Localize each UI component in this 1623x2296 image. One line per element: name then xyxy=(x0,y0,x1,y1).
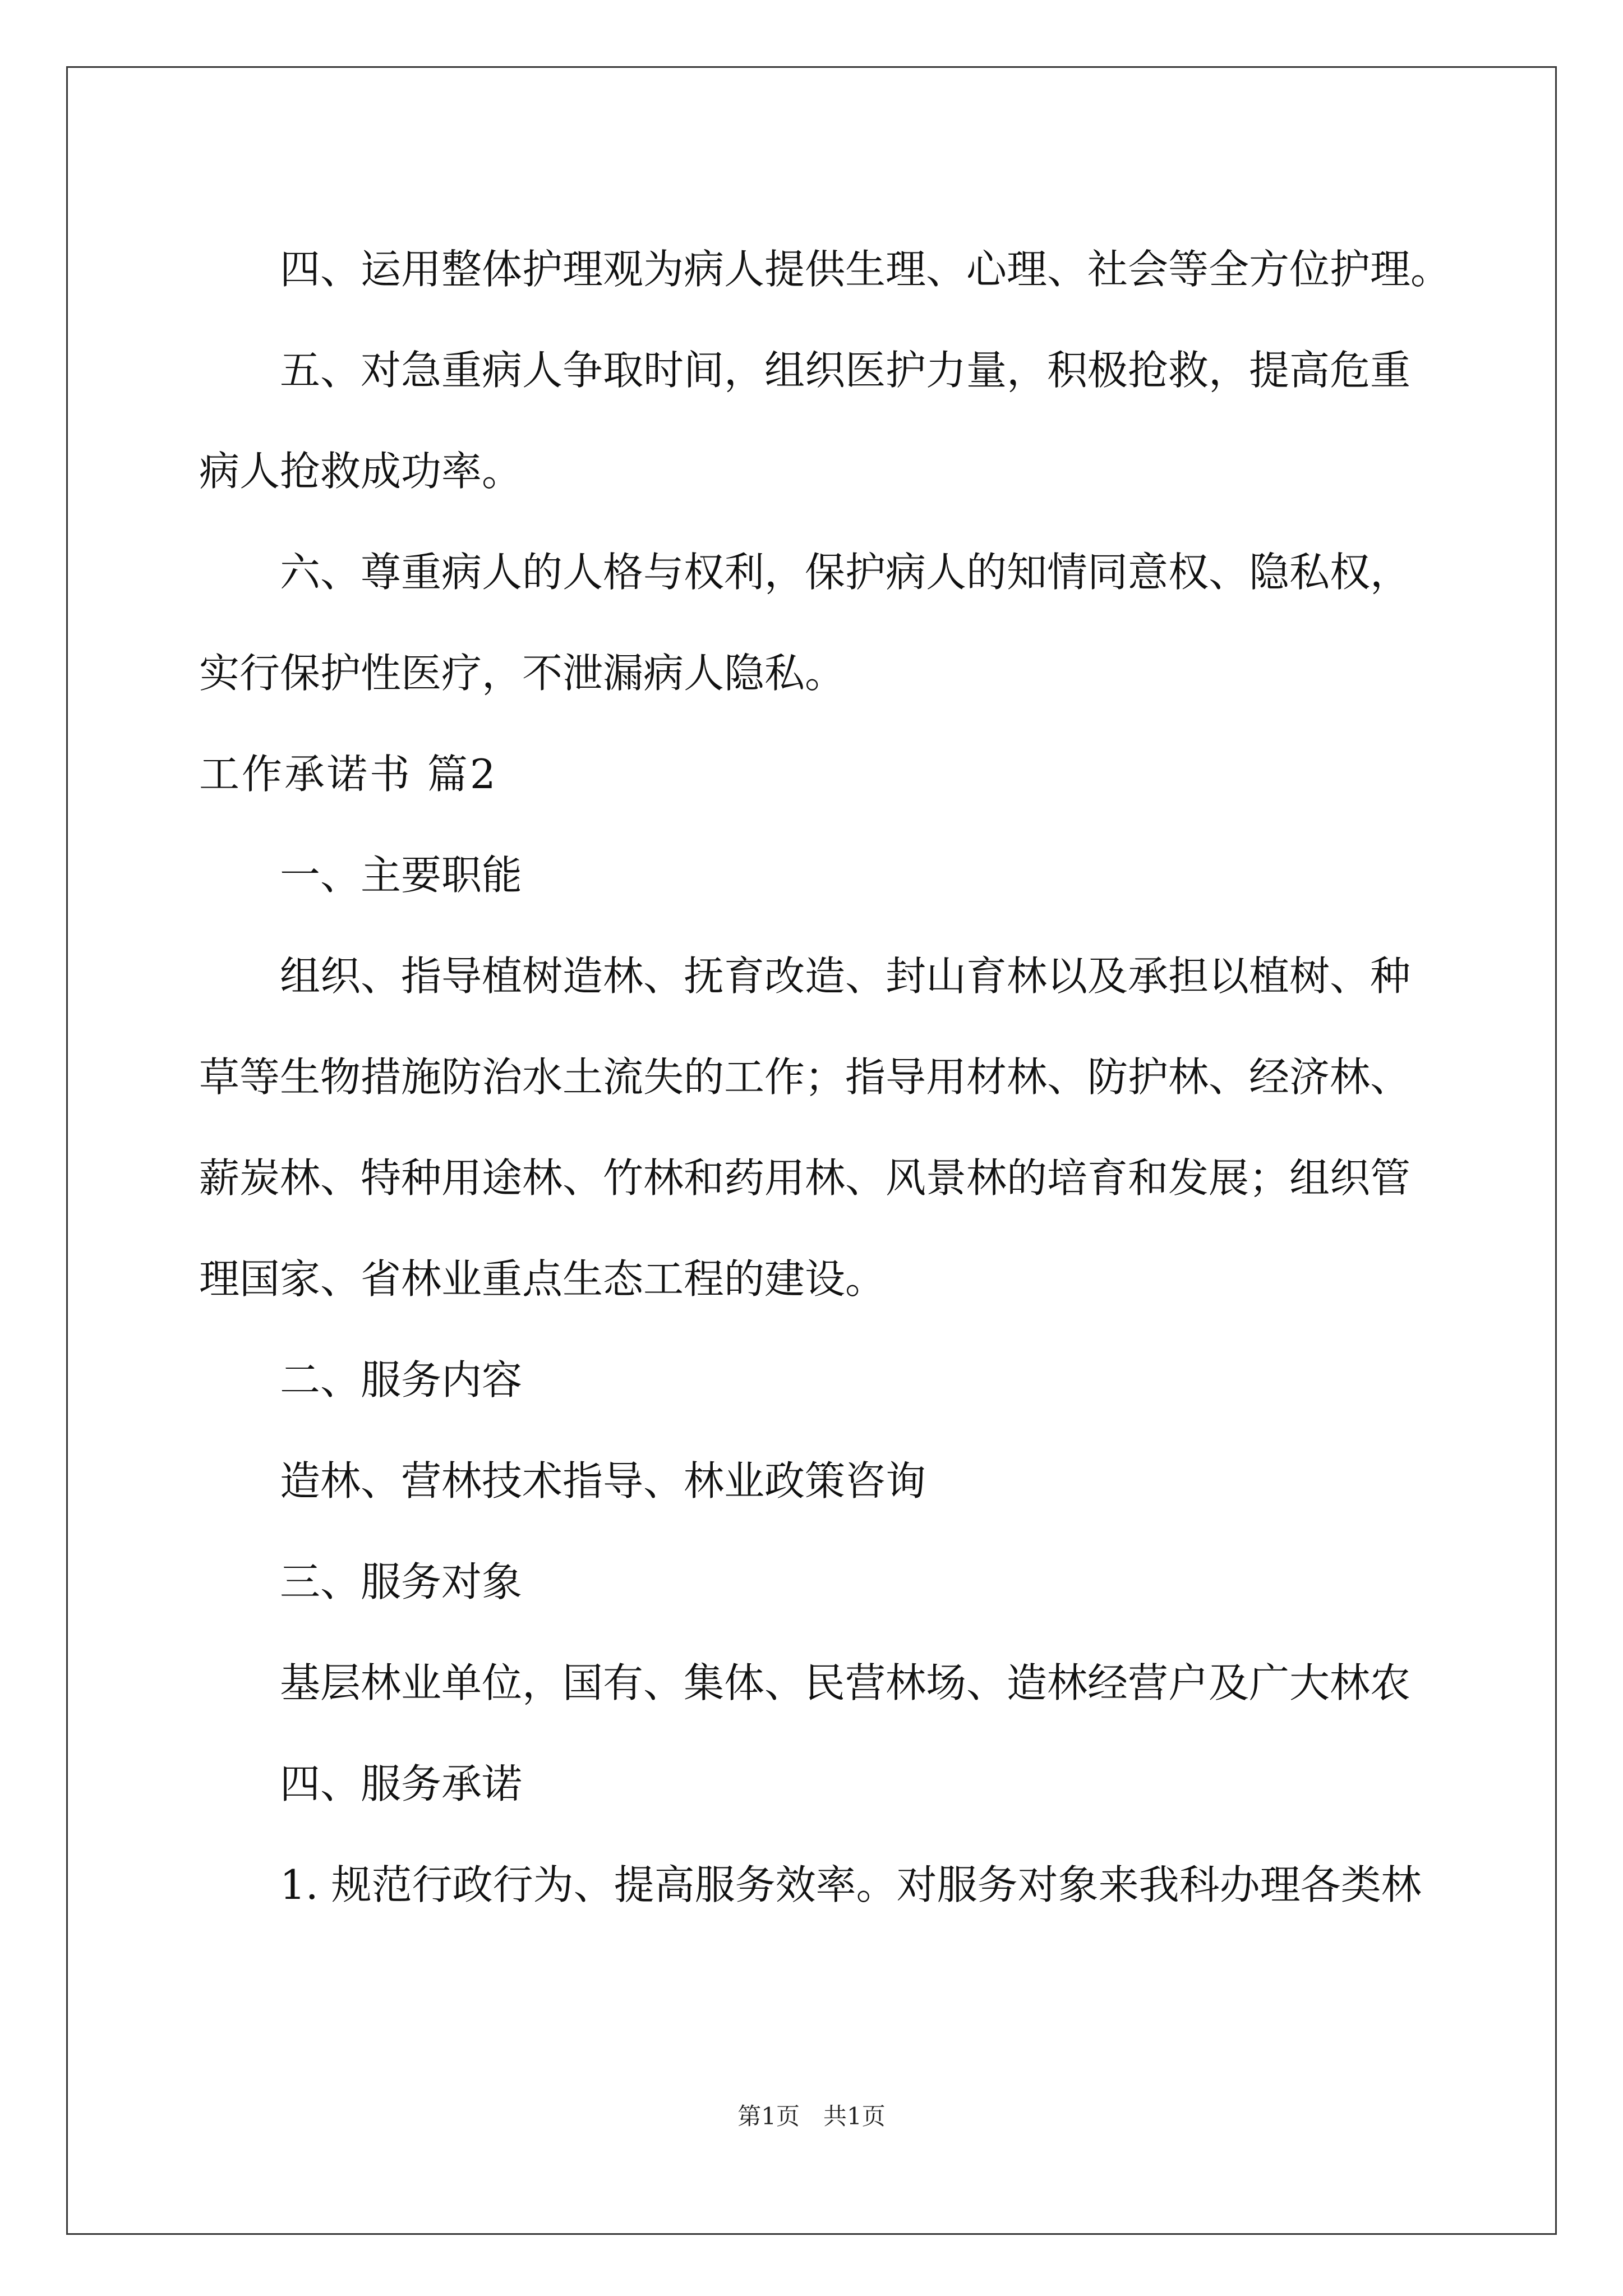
paragraph-functions-line2: 草等生物措施防治水土流失的工作；指导用材林、防护林、经济林、 xyxy=(199,1053,1411,1101)
heading-service-target: 三、服务对象 xyxy=(280,1558,523,1605)
paragraph-functions-line4: 理国家、省林业重点生态工程的建设。 xyxy=(199,1255,886,1303)
heading-main-functions: 一、主要职能 xyxy=(280,852,523,899)
page-footer: 第1页 共1页 xyxy=(737,2102,886,2130)
paragraph-service-target: 基层林业单位，国有、集体、民营林场、造林经营户及广大林农 xyxy=(280,1659,1411,1706)
paragraph-nursing-4: 四、运用整体护理观为病人提供生理、心理、社会等全方位护理。 xyxy=(280,246,1451,293)
heading-service-content: 二、服务内容 xyxy=(280,1356,523,1404)
paragraph-nursing-5-line1: 五、对急重病人争取时间，组织医护力量，积极抢救，提高危重 xyxy=(280,347,1411,394)
paragraph-commitment-1: 1. 规范行政行为、提高服务效率。对服务对象来我科办理各类林 xyxy=(280,1861,1422,1908)
paragraph-service-content: 造林、营林技术指导、林业政策咨询 xyxy=(280,1457,926,1504)
document-body xyxy=(199,219,1451,1935)
paragraph-functions-line3: 薪炭林、特种用途林、竹林和药用林、风景林的培育和发展；组织管 xyxy=(199,1154,1411,1202)
heading-service-commitment: 四、服务承诺 xyxy=(280,1760,523,1807)
section-title: 工作承诺书 篇2 xyxy=(199,751,498,798)
paragraph-nursing-6-line1: 六、尊重病人的人格与权利，保护病人的知情同意权、隐私权， xyxy=(280,549,1411,596)
paragraph-nursing-5-line2: 病人抢救成功率。 xyxy=(199,448,523,495)
paragraph-nursing-6-line2: 实行保护性医疗，不泄漏病人隐私。 xyxy=(199,650,846,697)
paragraph-functions-line1: 组织、指导植树造林、抚育改造、封山育林以及承担以植树、种 xyxy=(280,953,1411,1000)
